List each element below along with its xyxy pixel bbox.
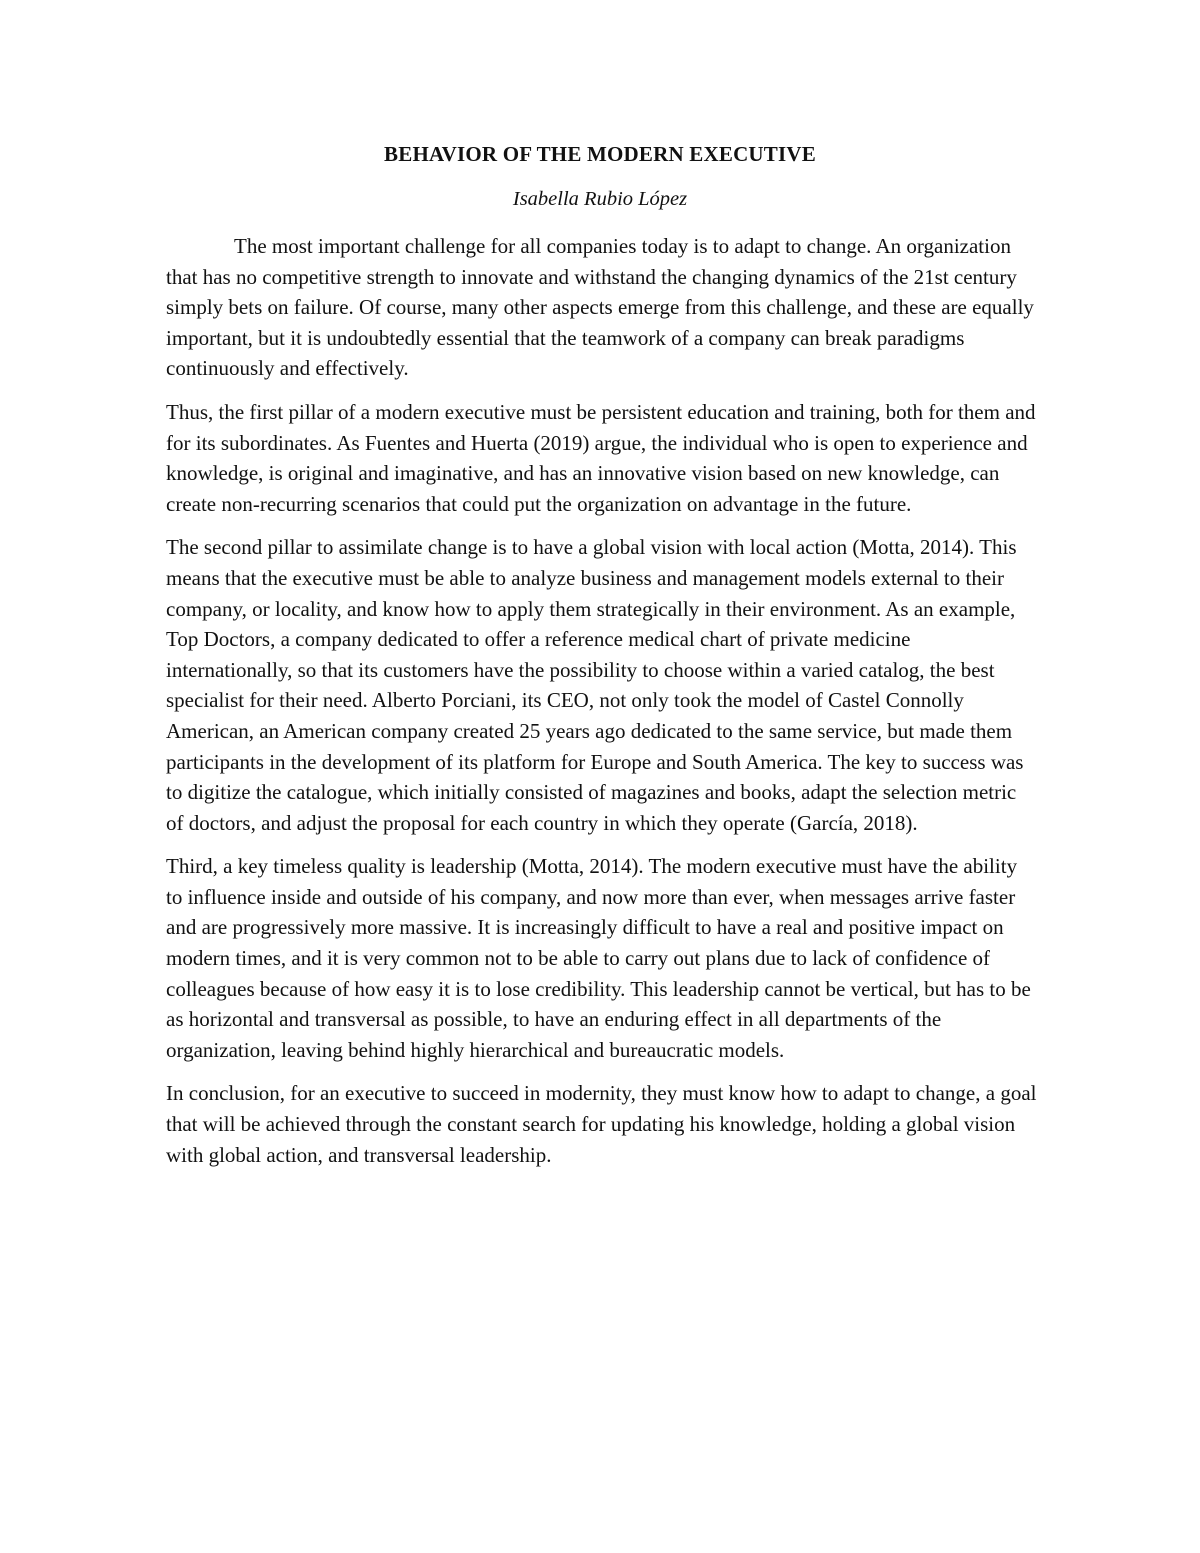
document-title: BEHAVIOR OF THE MODERN EXECUTIVE [384, 142, 816, 166]
paragraph-intro: The most important challenge for all companies today is to adapt to change. An organization that has no competitive strength to innovate and withstand the changing dynamics of the 21st century simply bets on failure. Of course, many other aspects emerge from this challenge, and these are equally important, but it is undoubtedly essential that the teamwork of a company can break paradigms continuously and effectively. [166, 234, 1034, 381]
author-name: Isabella Rubio López [512, 188, 688, 210]
paragraph-second-pillar: The second pillar to assimilate change is to have a global vision with local action (Motta, 2014). This means that the executive must be able to analyze business and management models external to their company, or locality, and know how to apply them strategically in their environment. As an example, Top Doctors, a company dedicated to offer a reference medical chart of private medicine internationally, so that its customers have the possibility to choose within a varied catalog, the best specialist for their need. Alberto Porciani, its CEO, not only took the model of Castel Connolly American, an American company created 25 years ago dedicated to the same service, but made them participants in the development of its platform for Europe and South America. The key to success was to digitize the catalogue, which initially consisted of magazines and books, adapt the selection metric of doctors, and adjust the proposal for each country in which they operate (García, 2018). [166, 535, 1024, 835]
paragraph-leadership: Third, a key timeless quality is leadership (Motta, 2014). The modern executive must have the ability to influence inside and outside of his company, and now more than ever, when messages arrive faster and are progressively more massive. It is increasingly difficult to have a real and positive impact on modern times, and it is very common not to be able to carry out plans due to lack of confidence of colleagues because of how easy it is to lose credibility. This leadership cannot be vertical, but has to be as horizontal and transversal as possible, to have an enduring effect in all departments of the organization, leaving behind highly hierarchical and bureaucratic models. [166, 854, 1031, 1062]
paragraph-conclusion: In conclusion, for an executive to succeed in modernity, they must know how to adapt to change, a goal that will be achieved through the constant search for updating his knowledge, holding a global vision with global action, and transversal leadership. [166, 1081, 1037, 1167]
paragraph-first-pillar: Thus, the first pillar of a modern executive must be persistent education and training, both for them and for its subordinates. As Fuentes and Huerta (2019) argue, the individual who is open to experience and knowledge, is original and imaginative, and has an innovative vision based on new knowledge, can create non-recurring scenarios that could put the organization on advantage in the future. [166, 399, 1036, 516]
document-body [166, 231, 1038, 1183]
